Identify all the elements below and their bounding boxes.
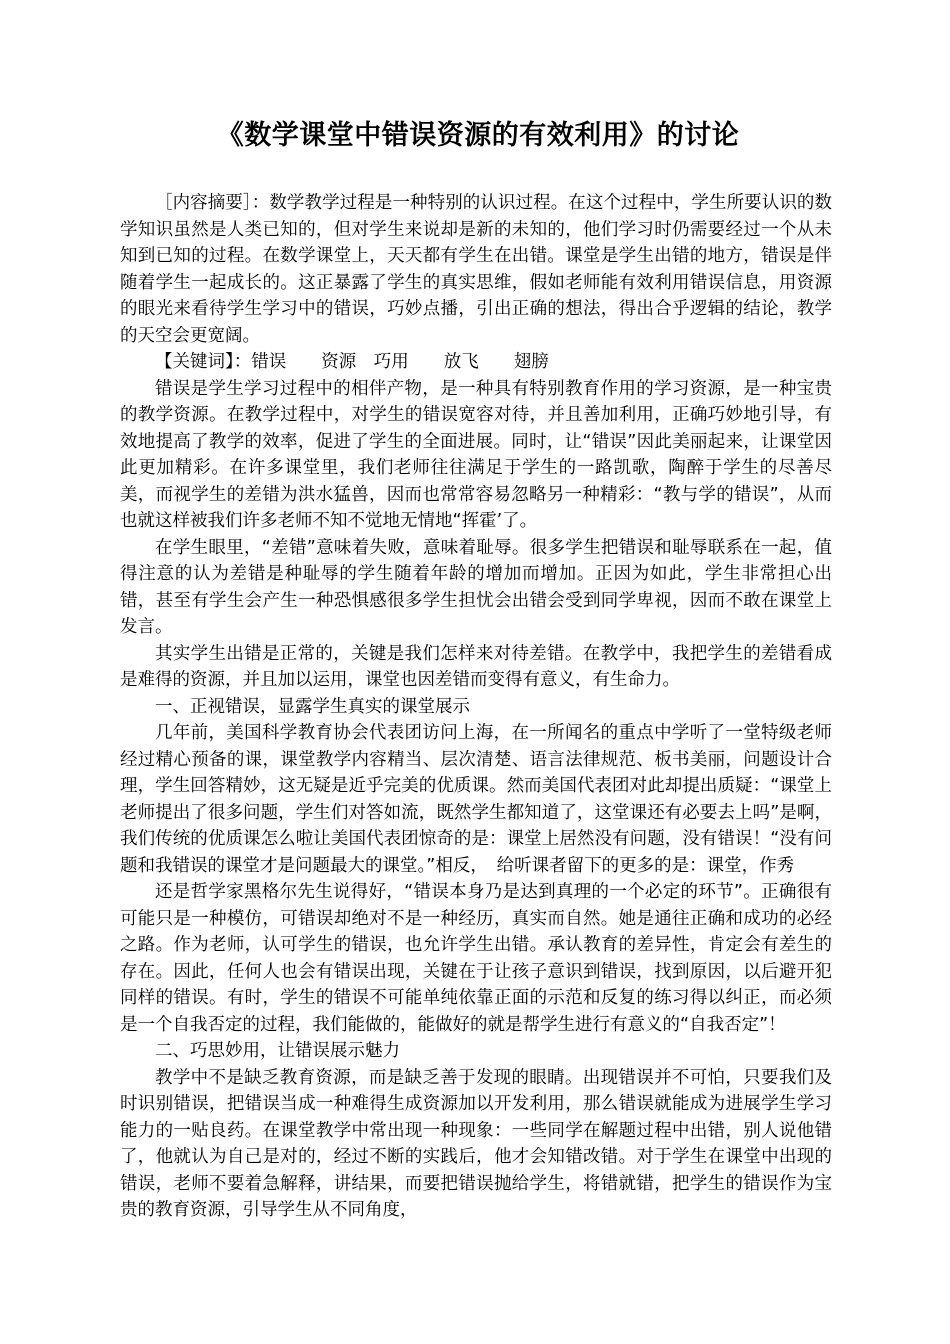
body-paragraph: 其实学生出错是正常的，关键是我们怎样来对待差错。在教学中，我把学生的差错看成是难得的资源，并且加以运用，课堂也因差错而变得有意义，有生命力。 bbox=[120, 643, 832, 690]
section-heading: 一、正视错误，显露学生真实的课堂展示 bbox=[155, 696, 470, 717]
keywords-line: 【关键词】：错误 资源 巧用 放飞 翅膀 bbox=[155, 352, 549, 372]
body-paragraph: 教学中不是缺乏教育资源，而是缺乏善于发现的眼睛。出现错误并不可怕，只要我们及时识别错误，把错误当成一种难得生成资源加以开发利用，那么错误就能成为进展学生学习能力的一贴良药。在课堂教学中常出现一种现象：一些同学在解题过程中出错，别人说他错了，他就认为自己是对的，经过不断的实践后，他才会知错改错。对于学生在课堂中出现的错误，老师不要着急解释，讲结果，而要把错误抛给学生，将错就错，把学生的错误作为宝贵的教育资源，引导学生从不同角度， bbox=[120, 1067, 832, 1220]
section-heading: 二、巧思妙用，让错误展示魅力 bbox=[155, 1041, 400, 1061]
body-paragraph: 错误是学生学习过程中的相伴产物，是一种具有特别教育作用的学习资源，是一种宝贵的教学资源。在教学过程中，对学生的错误宽容对待，并且善加利用，正确巧妙地引导，有效地提高了教学的效率，促进了学生的全面进展。同时，让“错误”因此美丽起来，让课堂因此更加精彩。在许多课堂里，我们老师往往满足于学生的一路凯歌，陶醉于学生的尽善尽美，而视学生的差错为洪水猛兽，因而也常常容易忽略另一种精彩：“教与学的错误”，从而也就这样被我们许多老师不知不觉地无情地“挥霍’了。 bbox=[120, 378, 832, 531]
document-title: 《数学课堂中错误资源的有效利用》的讨论 bbox=[216, 120, 740, 151]
body-paragraph: 几年前，美国科学教育协会代表团访问上海，在一所闻名的重点中学听了一堂特级老师经过精心预备的课，课堂教学内容精当、层次清楚、语言法律规范、板书美丽，问题设计合理，学生回答精妙，这无疑是近乎完美的优质课。然而美国代表团对此却提出质疑：“课堂上老师提出了很多问题，学生们对答如流，既然学生都知道了，这堂课还有必要去上吗”是啊，我们传统的优质课怎么啦让美国代表团惊奇的是：课堂上居然没有问题，没有错误！“没有问题和我错误的课堂才是问题最大的课堂。”相反， 给听课者留下的更多的是：课堂，作秀 bbox=[120, 723, 832, 876]
abstract-paragraph: ［内容摘要］：数学教学过程是一种特别的认识过程。在这个过程中，学生所要认识的数学知识虽然是人类已知的，但对学生来说却是新的未知的，他们学习时仍需要经过一个从未知到已知的过程。在数学课堂上，天天都有学生在出错。课堂是学生出错的地方，错误是伴随着学生一起成长的。这正暴露了学生的真实思维，假如老师能有效利用错误信息，用资源的眼光来看待学生学习中的错误，巧妙点播，引出正确的想法，得出合乎逻辑的结论，教学的天空会更宽阔。 bbox=[120, 193, 832, 346]
document-page bbox=[120, 116, 832, 1224]
document-body bbox=[120, 190, 832, 1224]
body-paragraph: 还是哲学家黑格尔先生说得好，“错误本身乃是达到真理的一个必定的环节”。正确很有可能只是一种模仿，可错误却绝对不是一种经历，真实而自然。她是通往正确和成功的必经之路。作为老师，认可学生的错误，也允许学生出错。承认教育的差异性，肯定会有差生的存在。因此，任何人也会有错误出现，关键在于让孩子意识到错误，找到原因，以后避开犯同样的错误。有时，学生的错误不可能单纯依靠正面的示范和反复的练习得以纠正，而必须是一个自我否定的过程，我们能做的，能做好的就是帮学生进行有意义的“自我否定”！ bbox=[120, 882, 832, 1035]
body-paragraph: 在学生眼里，“差错”意味着失败，意味着耻辱。很多学生把错误和耻辱联系在一起，值得注意的认为差错是种耻辱的学生随着年龄的增加而增加。正因为如此，学生非常担心出错，甚至有学生会产生一种恐惧感很多学生担忧会出错会受到同学卑视，因而不敢在课堂上发言。 bbox=[120, 537, 832, 637]
